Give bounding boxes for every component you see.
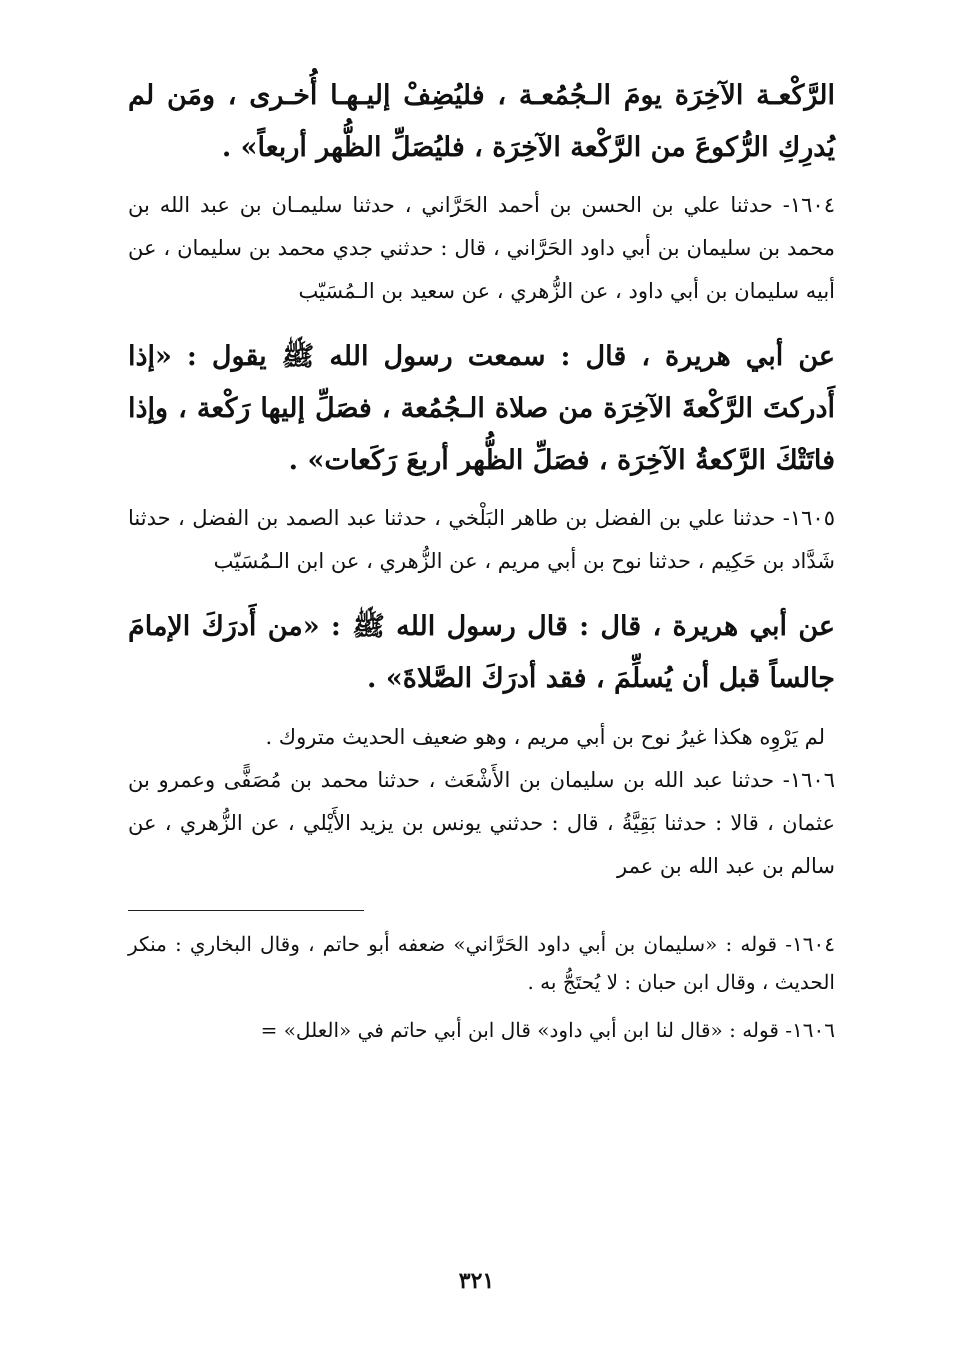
hadith-text-continuation: الرَّكْعـة الآخِرَة يومَ الـجُمُعـة ، فليُضِفْ إليـهـا أُخـرى ، ومَن لم يُدرِكِ الرُّكوعَ من الرَّكْعة الآخِرَة ، فليُصَلِّ الظُّهر أربعاً» . xyxy=(128,80,835,163)
author-comment: لم يَرْوِه هكذا غيرُ نوح بن أبي مريم ، وهو ضعيف الحديث متروك . xyxy=(265,725,825,749)
isnad-1604: ١٦٠٤- حدثنا علي بن الحسن بن أحمد الحَرَّاني ، حدثنا سليمـان بن عبد الله بن محمد بن سليمان بن أبي داود الحَرَّاني ، قال : حدثني جدي محمد بن سليمان ، عن أبيه سليمان بن أبي داود ، عن الزُّهري ، عن سعيد بن الـمُسَيّب xyxy=(128,193,835,303)
isnad-1605: ١٦٠٥- حدثنا علي بن الفضل بن طاهر البَلْخي ، حدثنا عبد الصمد بن الفضل ، حدثنا شَدَّاد بن حَكِيم ، حدثنا نوح بن أبي مريم ، عن الزُّهري ، عن ابن الـمُسَيّب xyxy=(128,506,835,573)
hadith-text-1605: عن أبي هريرة ، قال : قال رسول الله ﷺ : «من أَدرَكَ الإمامَ جالساً قبل أن يُسلِّمَ ، فقد أدرَكَ الصَّلاةَ» . xyxy=(128,611,835,694)
footnote-divider xyxy=(128,910,364,911)
footnote-1604: ١٦٠٤- قوله : «سليمان بن أبي داود الحَرَّاني» ضعفه أبو حاتم ، وقال البخاري : منكر الحديث ، وقال ابن حبان : لا يُحتَجُّ به . xyxy=(128,932,835,994)
isnad-1606: ١٦٠٦- حدثنا عبد الله بن سليمان بن الأَشْعَث ، حدثنا محمد بن مُصَفًّى وعمرو بن عثمان ، قالا : حدثنا بَقِيَّةُ ، قال : حدثني يونس بن يزيد الأَيْلي ، عن الزُّهري ، عن سالم بن عبد الله بن عمر xyxy=(128,768,835,878)
footnote-1606: ١٦٠٦- قوله : «قال لنا ابن أبي داود» قال ابن أبي حاتم في «العلل» = xyxy=(260,1018,835,1042)
page-number: ٣٢١ xyxy=(458,1268,495,1294)
hadith-text-1604: عن أبي هريرة ، قال : سمعت رسول الله ﷺ يقول : «إذا أَدركتَ الرَّكْعةَ الآخِرَة من صلاة الـجُمُعة ، فصَلِّ إليها رَكْعة ، وإذا فاتَتْكَ الرَّكعةُ الآخِرَة ، فصَلِّ الظُّهر أربعَ رَكَعات» . xyxy=(128,341,835,476)
